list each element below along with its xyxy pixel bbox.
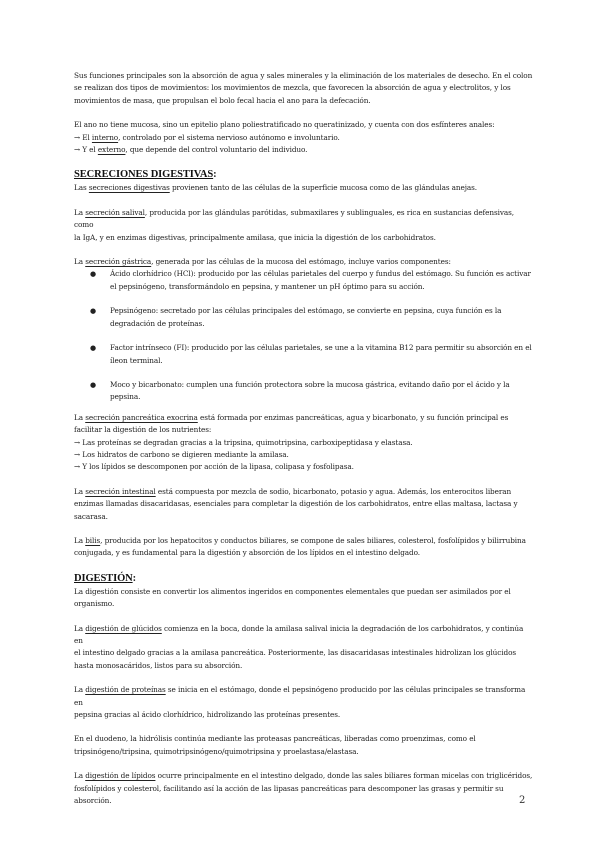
text-line: fosfolípidos y colesterol, facilitando así la acción de las lipasas pancreáticas para descomponer las grasas y permitir su xyxy=(74,783,504,793)
arrow-line: → Los hidratos de carbono se digieren mediante la amilasa. xyxy=(74,449,289,459)
anus-paragraph: El ano no tiene mucosa, sino un epitelio plano poliestratificado no queratinizado, y cuenta con dos esfínteres anales: xyxy=(74,120,495,130)
text-line: En el duodeno, la hidrólisis continúa mediante las proteasas pancreáticas, liberadas como proenzimas, como el xyxy=(74,734,476,744)
text-span: La xyxy=(74,207,86,217)
text-line xyxy=(74,770,534,782)
text-span: se inicia en el estómago, donde el pepsinógeno producido por las células principales se transforma en xyxy=(74,685,526,707)
text-line: enzimas llamadas disacaridasas, esenciales para completar la digestión de los carbohidratos, entre ellas maltasa, lactasa y xyxy=(74,499,518,509)
text-span: , producida por los hepatocitos y conductos biliares, se compone de sales biliares, colesterol, fosfolípidos y bilirrubina xyxy=(100,535,526,545)
gastrica-paragraph xyxy=(74,256,534,268)
text-line: se realizan dos tipos de movimientos: los movimientos de mezcla, que favorecen la absorción de agua y electrolitos, y los xyxy=(74,83,511,93)
text-line: íleon terminal. xyxy=(110,355,163,365)
term-digestion-proteinas: digestión de proteínas xyxy=(85,685,166,695)
arrow-line-external-sphincter xyxy=(74,144,534,156)
gastric-components-list xyxy=(74,268,534,403)
text-line: sacarasa. xyxy=(74,511,108,521)
text-line: movimientos de masa, que propulsan el bolo fecal hacia el ano para la defecación. xyxy=(74,95,371,105)
term-externo: externo xyxy=(97,145,126,155)
text-span: está formada por enzimas pancreáticas, agua y bicarbonato, y su función principal es xyxy=(197,412,509,422)
text-line: pepsina gracias al ácido clorhídrico, hidrolizando las proteínas presentes. xyxy=(74,710,341,720)
colon-functions-paragraph xyxy=(74,70,534,107)
lipidos-paragraph xyxy=(74,770,534,807)
arrow-line-internal-sphincter xyxy=(74,132,534,144)
term-secrecion-pancreatica: secreción pancreática exocrina xyxy=(85,412,198,422)
text-line: conjugada, y es fundamental para la digestión y absorción de los lípidos en el intestino delgado. xyxy=(74,548,420,558)
bullet-icon: ● xyxy=(90,380,97,389)
arrow-line: → Las proteínas se degradan gracias a la tripsina, quimotripsina, carboxipeptidasa y elastasa. xyxy=(74,437,413,447)
intestinal-paragraph xyxy=(74,486,534,523)
text-span: La xyxy=(74,685,86,695)
text-line: facilitar la digestión de los nutrientes: xyxy=(74,425,212,435)
term-secreciones-digestivas: secreciones digestivas xyxy=(88,183,170,193)
list-item xyxy=(74,379,534,404)
term-secrecion-gastrica: secreción gástrica xyxy=(85,257,152,267)
text-line xyxy=(74,486,534,498)
pancreatica-paragraph xyxy=(74,412,534,437)
text-line: organismo. xyxy=(74,599,115,609)
text-line: pepsina. xyxy=(110,392,141,402)
text-line: Ácido clorhídrico (HCl): producido por las células parietales del cuerpo y fundus del estómago. Su función es activar xyxy=(110,269,531,279)
proteinas-paragraph xyxy=(74,684,534,721)
text-line xyxy=(74,412,534,424)
term-secrecion-intestinal: secreción intestinal xyxy=(85,486,156,496)
secreciones-intro-paragraph xyxy=(74,182,534,194)
text-span: La xyxy=(74,535,86,545)
bullet-icon: ● xyxy=(90,344,97,353)
text-span: La xyxy=(74,623,86,633)
text-span: La xyxy=(74,412,86,422)
section-heading-secreciones xyxy=(74,168,534,182)
section-heading-digestion xyxy=(74,572,534,586)
text-span: comienza en la boca, donde la amilasa salival inicia la degradación de los carbohidratos, y continúa en xyxy=(74,623,524,645)
term-digestion-glucidos: digestión de glúcidos xyxy=(85,623,162,633)
list-item xyxy=(74,268,534,293)
text-line: tripsinógeno/tripsina, quimotripsinógeno/quimotripsina y proelastasa/elastasa. xyxy=(74,746,359,756)
text-line: Factor intrínseco (FI): producido por las células parietales, se une a la vitamina B12 para permitir su absorción en el xyxy=(110,343,532,353)
text-line: absorción. xyxy=(74,796,112,806)
text-line: el intestino delgado gracias a la amilasa pancreática. Posteriormente, las disacaridasas intestinales hidrolizan los glúcidos xyxy=(74,648,517,658)
text-span: ocurre principalmente en el intestino delgado, donde las sales biliares forman micelas con triglicéridos, xyxy=(155,771,533,781)
salival-paragraph xyxy=(74,207,534,244)
text-span: Las xyxy=(74,183,89,193)
text-span: , producida por las glándulas parótidas, submaxilares y sublinguales, es rica en sustancias defensivas, como xyxy=(74,207,514,230)
text-span: La xyxy=(74,486,86,496)
text-column xyxy=(74,70,534,807)
arrow-text: , controlado por el sistema nervioso autónomo e involuntario. xyxy=(118,132,340,142)
term-secrecion-salival: secreción salival xyxy=(85,207,145,217)
text-line: Moco y bicarbonato: cumplen una función protectora sobre la mucosa gástrica, evitando daño por el ácido y la xyxy=(110,379,510,389)
text-line xyxy=(74,207,534,232)
list-item xyxy=(74,342,534,367)
duodeno-paragraph xyxy=(74,733,534,758)
arrow-prefix: → El xyxy=(74,132,92,142)
heading-colon: : xyxy=(132,572,137,584)
page-number: 2 xyxy=(519,795,526,806)
term-interno: interno xyxy=(91,132,119,142)
arrow-prefix: → Y el xyxy=(74,145,98,155)
text-span: , generada por las células de la mucosa del estómago, incluye varios componentes: xyxy=(151,257,451,267)
heading-colon: : xyxy=(213,169,217,181)
text-span: La xyxy=(74,771,86,781)
heading-text: SECRECIONES DIGESTIVAS xyxy=(74,169,214,181)
text-line: Sus funciones principales son la absorción de agua y sales minerales y la eliminación de los materiales de desecho. En el colon xyxy=(74,71,533,80)
text-line: la IgA, y en enzimas digestivas, principalmente amilasa, que inicia la digestión de los carbohidratos. xyxy=(74,232,436,242)
text-line xyxy=(74,684,534,709)
text-line: el pepsinógeno, transformándolo en pepsina, y mantener un pH óptimo para su acción. xyxy=(110,281,425,291)
text-line: Pepsinógeno: secretado por las células principales del estómago, se convierte en pepsina, cuya función es la xyxy=(110,306,502,316)
bilis-paragraph xyxy=(74,535,534,560)
text-span: La xyxy=(74,257,86,267)
heading-text: DIGESTIÓN xyxy=(74,572,133,584)
arrow-text: , que depende del control voluntario del individuo. xyxy=(125,145,308,155)
text-line: degradación de proteínas. xyxy=(110,318,205,328)
term-digestion-lipidos: digestión de lípidos xyxy=(85,771,156,781)
bullet-icon: ● xyxy=(90,270,97,279)
digestion-intro-paragraph xyxy=(74,586,534,611)
bullet-icon: ● xyxy=(90,307,97,316)
text-line xyxy=(74,535,534,547)
text-line xyxy=(74,623,534,648)
arrow-line: → Y los lípidos se descomponen por acción de la lipasa, colipasa y fosfolipasa. xyxy=(74,462,354,472)
text-span: está compuesta por mezcla de sodio, bicarbonato, potasio y agua. Además, los enterocitos liberan xyxy=(155,486,512,496)
text-span: provienen tanto de las células de la superficie mucosa como de las glándulas anejas. xyxy=(169,183,478,193)
text-line: hasta monosacáridos, listos para su absorción. xyxy=(74,660,243,670)
glucidos-paragraph xyxy=(74,623,534,673)
term-bilis: bilis xyxy=(85,535,101,545)
list-item xyxy=(74,305,534,330)
text-line: La digestión consiste en convertir los alimentos ingeridos en componentes elementales que puedan ser asimilados por el xyxy=(74,586,511,596)
